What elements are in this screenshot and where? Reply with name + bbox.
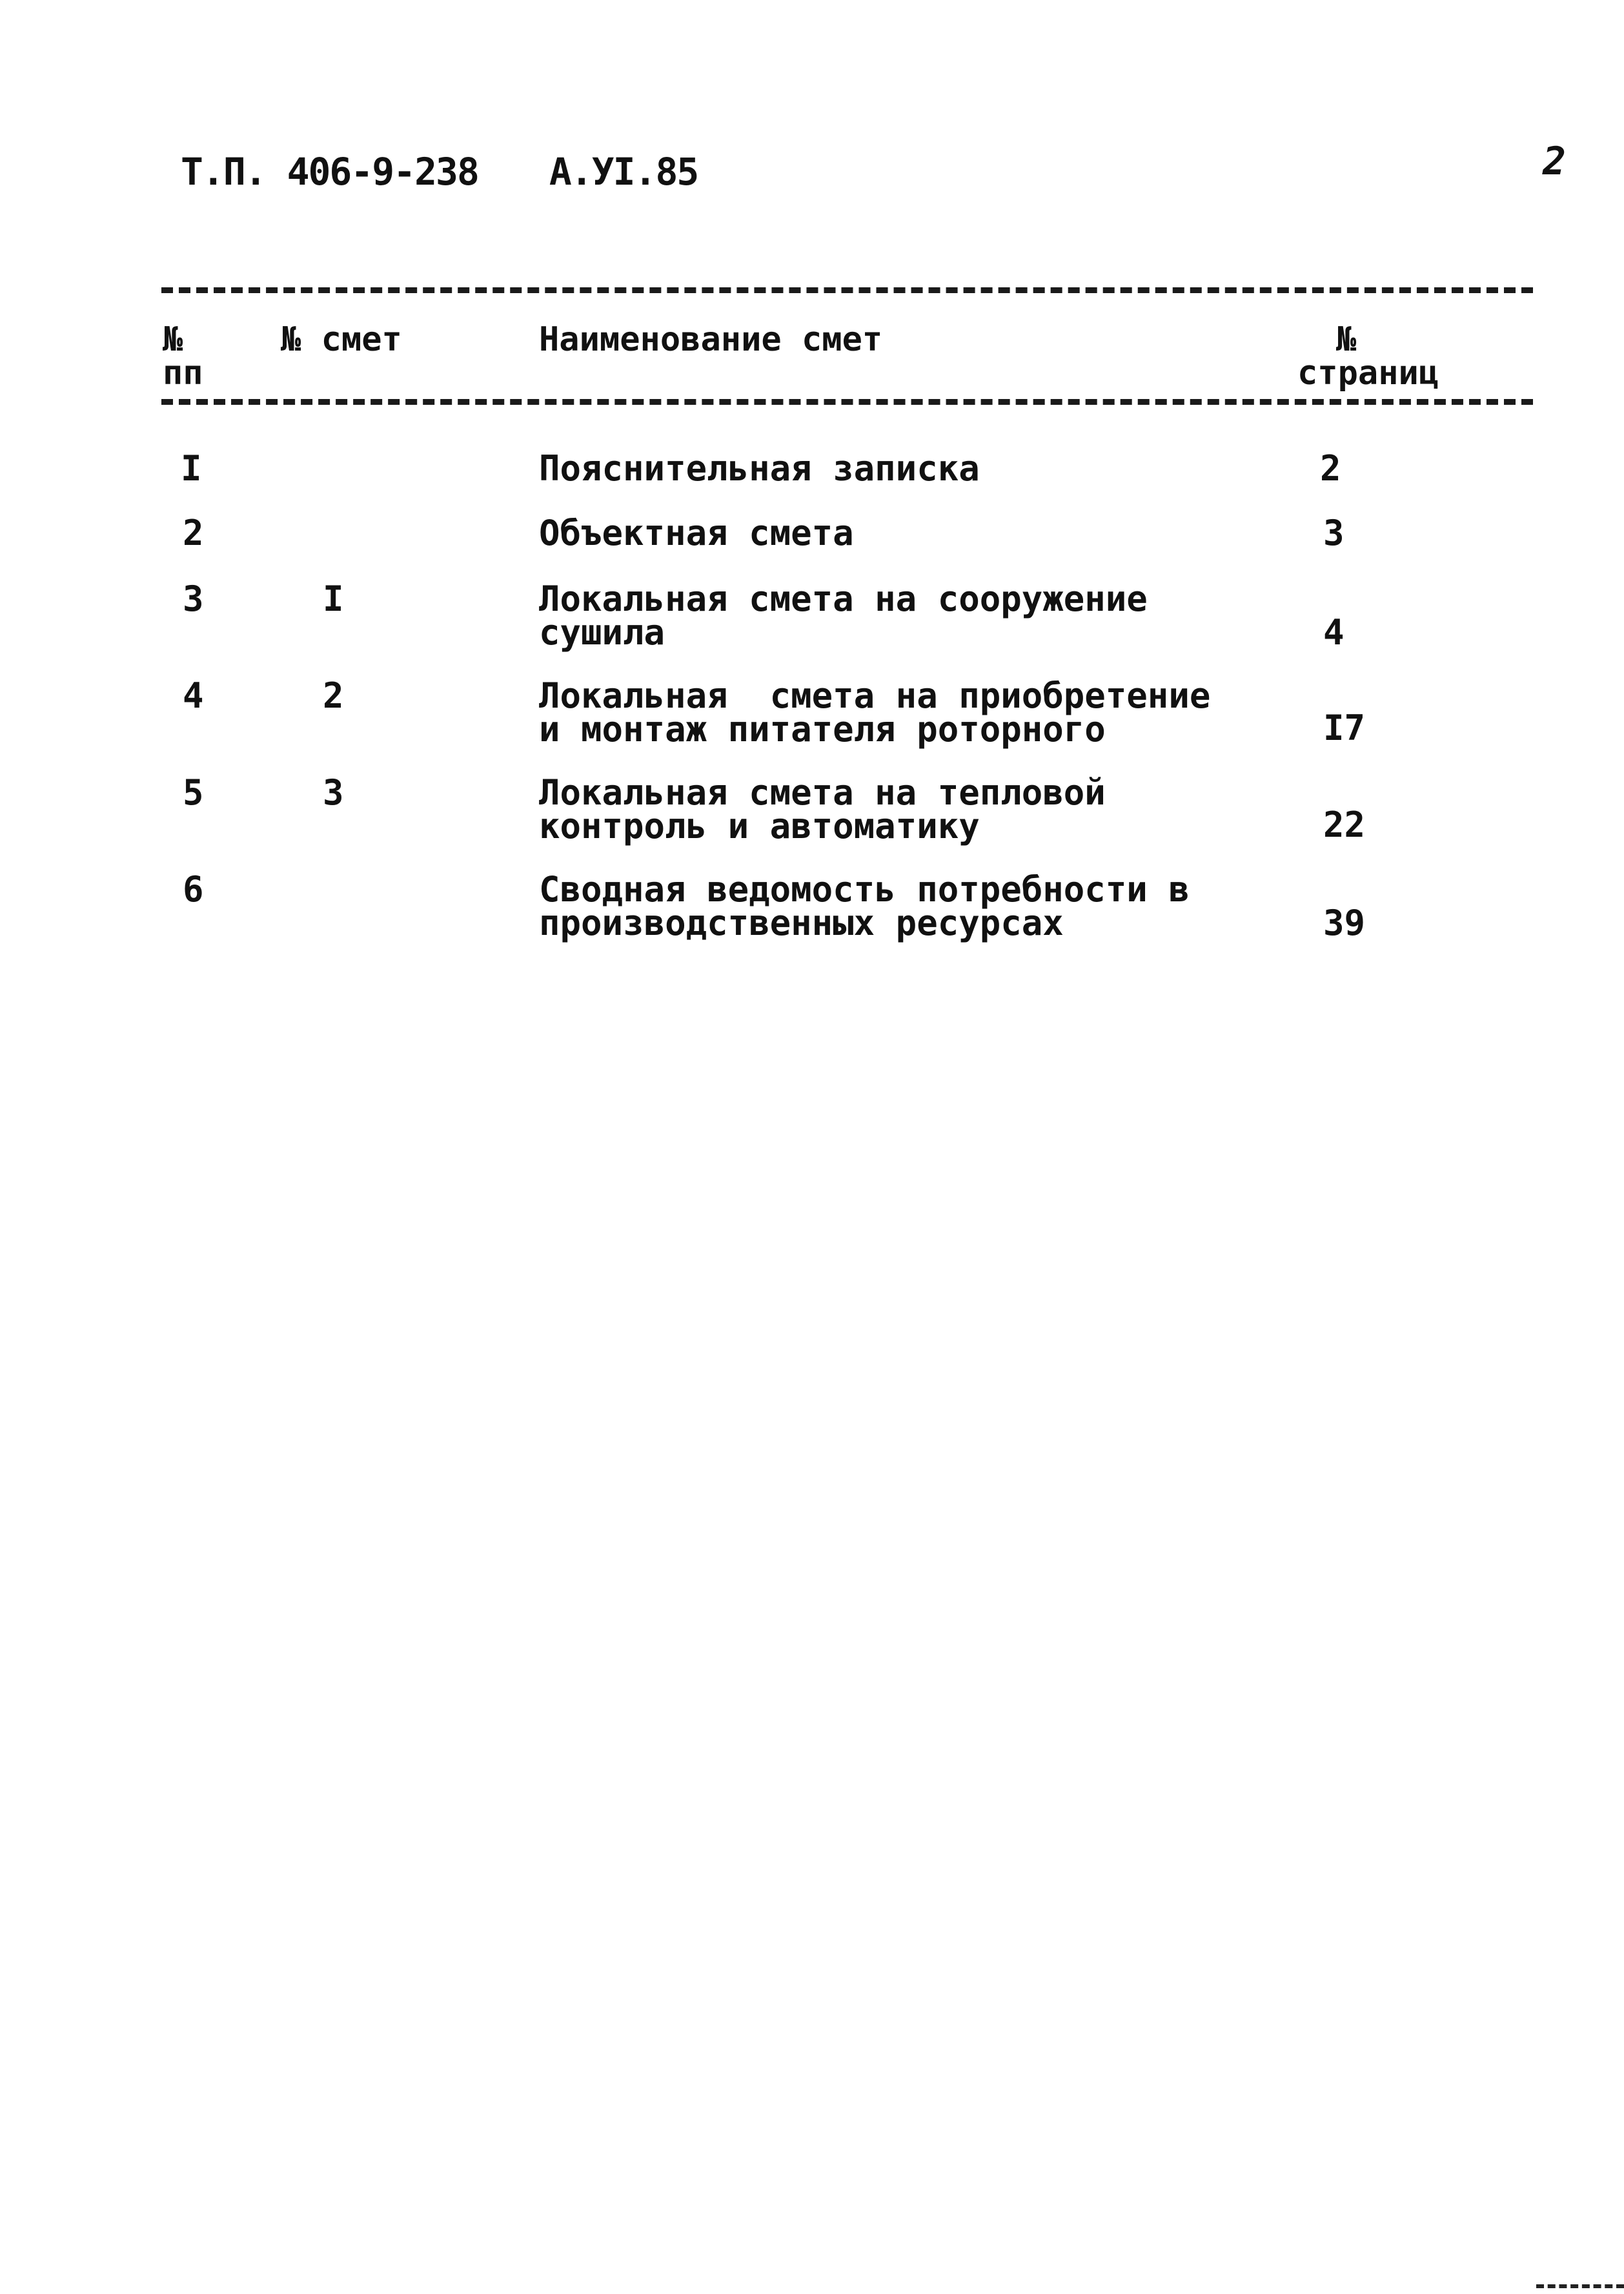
row-6-name-line-2: производственных ресурсах [539, 903, 1064, 943]
row-4-estimate-num: 2 [323, 675, 344, 716]
row-5-name [539, 772, 1106, 846]
column-header-estimate-num: № смет [281, 320, 402, 359]
row-5-page: 22 [1323, 804, 1366, 845]
row-4-page: I7 [1323, 708, 1366, 748]
row-6-num: 6 [183, 869, 204, 910]
row-6-name [539, 869, 1190, 943]
row-1-num: I [181, 448, 202, 489]
row-2-name-line-1: Объектная смета [539, 513, 854, 553]
page-number: 2 [1543, 139, 1567, 184]
column-header-num-line-1: № [163, 320, 183, 359]
row-1-name [539, 448, 980, 489]
row-6-name-line-1: Сводная ведомость потребности в [539, 869, 1190, 910]
column-header-num [163, 320, 203, 393]
album-code: А.УI.85 [549, 150, 698, 194]
bottom-edge-mark [1536, 2284, 1624, 2288]
row-5-name-line-2: контроль и автоматику [539, 806, 980, 846]
row-4-name [539, 675, 1211, 750]
project-code: Т.П. 406-9-238 [181, 150, 478, 194]
column-header-page-line-1: № [1336, 320, 1357, 359]
document-code [181, 150, 698, 194]
row-3-name-line-1: Локальная смета на сооружение [539, 579, 1148, 619]
row-3-estimate-num: I [323, 579, 344, 619]
row-6-page: 39 [1323, 903, 1366, 943]
row-3-name-line-2: сушила [539, 612, 665, 653]
row-3-page: 4 [1323, 612, 1345, 653]
row-2-name [539, 513, 854, 553]
row-2-page: 3 [1323, 513, 1345, 553]
row-5-name-line-1: Локальная смета на тепловой [539, 772, 1106, 813]
row-1-page: 2 [1320, 448, 1341, 489]
column-header-name: Наименование смет [539, 320, 883, 359]
row-3-name [539, 579, 1148, 653]
column-header-page-line-2: страниц [1297, 354, 1439, 393]
table-top-rule [161, 287, 1533, 293]
row-5-num: 5 [183, 772, 204, 813]
row-1-name-line-1: Пояснительная записка [539, 448, 980, 489]
column-header-num-line-2: пп [163, 354, 203, 393]
row-4-num: 4 [183, 675, 204, 716]
table-header-rule [161, 399, 1533, 405]
row-5-estimate-num: 3 [323, 772, 344, 813]
column-header-page [1297, 320, 1439, 393]
row-4-name-line-2: и монтаж питателя роторного [539, 709, 1106, 750]
row-4-name-line-1: Локальная смета на приобретение [539, 675, 1211, 716]
row-3-num: 3 [183, 579, 204, 619]
row-2-num: 2 [183, 513, 204, 553]
